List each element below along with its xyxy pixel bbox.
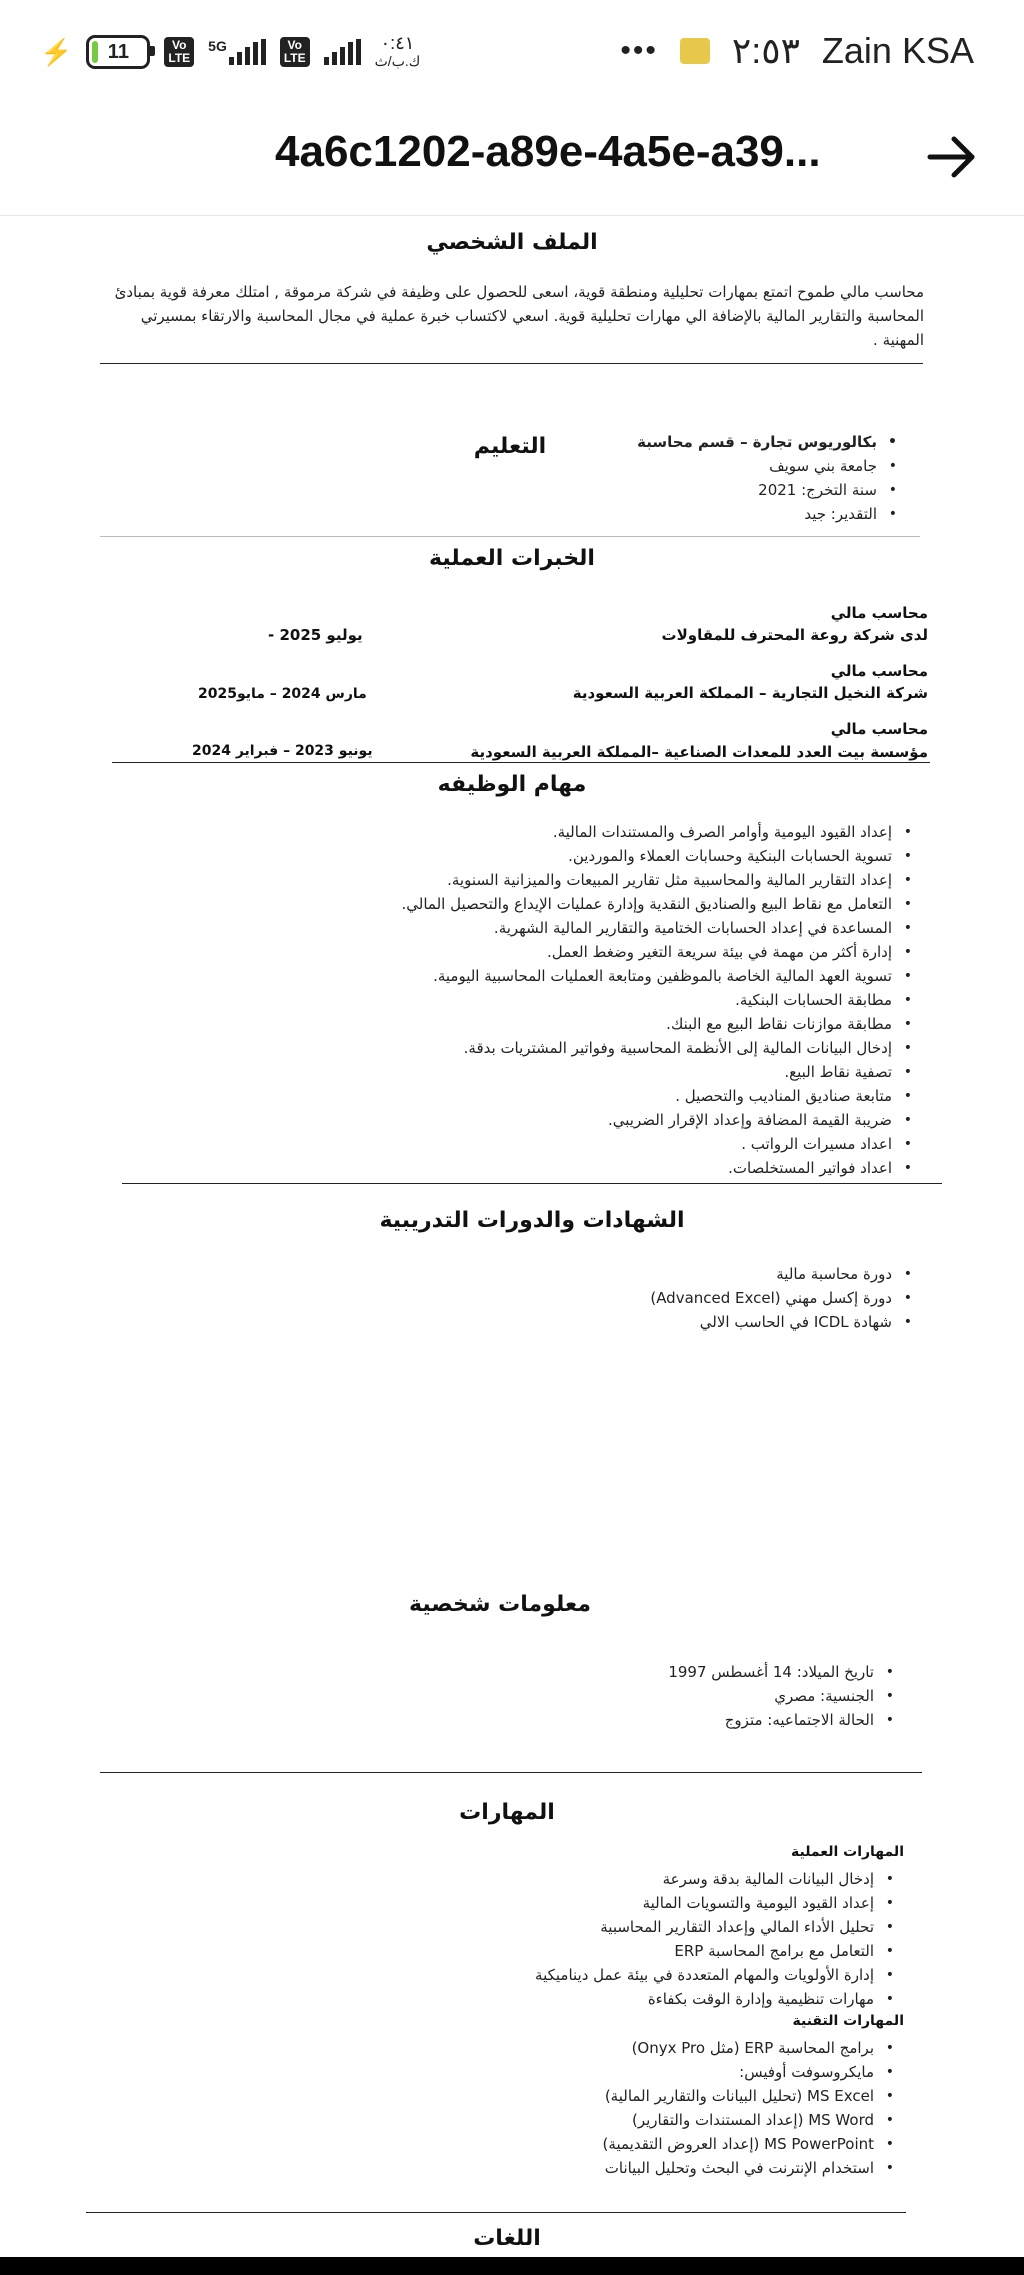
divider — [100, 363, 923, 364]
skill-item: • إدارة الأولويات والمهام المتعددة في بيئة عمل ديناميكية — [454, 1963, 874, 1987]
skill-item: • MS Word (إعداد المستندات والتقارير) — [454, 2108, 874, 2132]
duty-item: • مطابقة الحسابات البنكية. — [292, 988, 892, 1012]
duty-item: • اعداد مسيرات الرواتب . — [292, 1132, 892, 1156]
practical-skills-heading: المهارات العملية — [790, 1844, 904, 1860]
network-speed: ٠:٤١ ك.ب/ث — [374, 33, 421, 69]
volte-icon: Vo LTE — [164, 37, 194, 67]
job-title: محاسب مالي — [830, 720, 928, 738]
certificate-item: • شهادة ICDL في الحاسب الالي — [492, 1310, 892, 1334]
skill-item: • MS Excel (تحليل البيانات والتقارير المالية) — [454, 2084, 874, 2108]
status-icons — [40, 34, 420, 70]
education-list — [497, 430, 899, 526]
more-notifications-icon: ••• — [620, 34, 658, 67]
status-bar — [0, 0, 1024, 105]
job-title: محاسب مالي — [830, 662, 928, 680]
charging-icon: ⚡ — [40, 36, 73, 67]
duty-item: • إدارة أكثر من مهمة في بيئة سريعة التغير وضغط العمل. — [292, 940, 892, 964]
app-notification-icon — [680, 38, 710, 64]
skill-item: • إعداد القيود اليومية والتسويات المالية — [454, 1891, 874, 1915]
duty-item: • المساعدة في إعداد الحسابات الختامية والتقارير المالية الشهرية. — [292, 916, 892, 940]
job-date: يونيو 2023 – فبراير 2024 — [192, 743, 373, 759]
duty-item: • متابعة صناديق المناديب والتحصيل . — [292, 1084, 892, 1108]
divider — [112, 762, 930, 763]
practical-skills-list — [454, 1867, 896, 2011]
duties-list — [292, 820, 914, 1180]
job-title: محاسب مالي — [830, 604, 928, 622]
skill-item: • برامج المحاسبة ERP (مثل Onyx Pro) — [454, 2036, 874, 2060]
signal-icon — [324, 39, 361, 65]
technical-skills-heading: المهارات التقنية — [792, 2013, 904, 2029]
back-arrow-icon[interactable] — [922, 127, 982, 187]
job-date: يوليو 2025 - — [268, 626, 363, 644]
languages-heading: اللغات — [473, 2226, 541, 2251]
divider — [86, 2212, 906, 2213]
duty-item: • مطابقة موازنات نقاط البيع مع البنك. — [292, 1012, 892, 1036]
education-heading: التعليم — [473, 434, 547, 459]
signal-5g-icon: 5G — [208, 39, 266, 65]
skill-item: • تحليل الأداء المالي وإعداد التقارير المحاسبية — [454, 1915, 874, 1939]
volte-icon-2: Vo LTE — [280, 37, 310, 67]
personal-item: • تاريخ الميلاد: 14 أغسطس 1997 — [574, 1660, 874, 1684]
education-item: • التقدير: جيد — [497, 502, 877, 526]
job-date: مارس 2024 – مايو2025 — [198, 686, 367, 702]
skill-item: • استخدام الإنترنت في البحث وتحليل البيانات — [454, 2156, 874, 2180]
job-company: شركة النخيل التجارية – المملكة العربية السعودية — [572, 684, 928, 702]
personal-heading: معلومات شخصية — [409, 1592, 591, 1617]
certificates-list — [492, 1262, 914, 1334]
battery-icon — [86, 35, 150, 69]
duty-item: • ضريبة القيمة المضافة وإعداد الإقرار الضريبي. — [292, 1108, 892, 1132]
skill-item: • MS PowerPoint (إعداد العروض التقديمية) — [454, 2132, 874, 2156]
job-company: لدى شركة روعة المحترف للمقاولات — [661, 626, 928, 644]
battery-level: 11 — [107, 40, 129, 63]
certificates-heading: الشهادات والدورات التدريبية — [379, 1208, 685, 1233]
skills-heading: المهارات — [459, 1800, 555, 1825]
technical-skills-list — [454, 2036, 896, 2180]
education-item: • سنة التخرج: 2021 — [497, 478, 877, 502]
profile-heading: الملف الشخصي — [426, 230, 598, 255]
certificate-item: • دورة إكسل مهني (Advanced Excel) — [492, 1286, 892, 1310]
duty-item: • اعداد فواتير المستخلصات. — [292, 1156, 892, 1180]
education-item: • جامعة بني سويف — [497, 454, 877, 478]
duty-item: • التعامل مع نقاط البيع والصناديق النقدية وإدارة عمليات الإيداع والتحصيل المالي. — [292, 892, 892, 916]
duties-heading: مهام الوظيفه — [437, 772, 587, 797]
document-viewer[interactable] — [0, 216, 1024, 2275]
education-item: • بكالوريوس تجارة – قسم محاسبة — [497, 430, 877, 454]
certificate-item: • دورة محاسبة مالية — [492, 1262, 892, 1286]
personal-list — [574, 1660, 896, 1732]
experience-heading: الخبرات العملية — [429, 546, 595, 571]
app-bar — [0, 105, 1024, 216]
status-right — [620, 30, 974, 72]
divider — [122, 1183, 942, 1184]
duty-item: • تصفية نقاط البيع. — [292, 1060, 892, 1084]
bottom-bar — [0, 2257, 1024, 2275]
job-company: مؤسسة بيت العدد للمعدات الصناعية –المملكة العربية السعودية — [470, 743, 928, 761]
divider — [100, 536, 920, 537]
carrier-name: Zain KSA — [821, 30, 974, 71]
skill-item: • مايكروسوفت أوفيس: — [454, 2060, 874, 2084]
skill-item: • التعامل مع برامج المحاسبة ERP — [454, 1939, 874, 1963]
clock: ٢:٥٣ — [731, 30, 800, 71]
personal-item: • الجنسية: مصري — [574, 1684, 874, 1708]
divider — [100, 1772, 922, 1773]
duty-item: • إعداد القيود اليومية وأوامر الصرف والمستندات المالية. — [292, 820, 892, 844]
skill-item: • إدخال البيانات المالية بدقة وسرعة — [454, 1867, 874, 1891]
duty-item: • إعداد التقارير المالية والمحاسبية مثل تقارير المبيعات والميزانية السنوية. — [292, 868, 892, 892]
duty-item: • تسوية الحسابات البنكية وحسابات العملاء والموردين. — [292, 844, 892, 868]
profile-text: محاسب مالي طموح اتمتع بمهارات تحليلية ومنطقة قوية، اسعى للحصول على وظيفة في شركة مرموقة , امتلك معرفة قوية بمبادئ المحاسبة والتقارير المالية بالإضافة الي مهارات تحليلية قوية. اسعي لاكتساب خبرة عملية في مجال المحاسبة والارتقاء بمسيرتي المهنية . — [114, 283, 924, 349]
personal-item: • الحالة الاجتماعيه: متزوج — [574, 1708, 874, 1732]
document-title: 4a6c1202-a89e-4a5e-a39... — [275, 127, 821, 176]
duty-item: • تسوية العهد المالية الخاصة بالموظفين ومتابعة العمليات المحاسبية اليومية. — [292, 964, 892, 988]
duty-item: • إدخال البيانات المالية إلى الأنظمة المحاسبية وفواتير المشتريات بدقة. — [292, 1036, 892, 1060]
skill-item: • مهارات تنظيمية وإدارة الوقت بكفاءة — [454, 1987, 874, 2011]
